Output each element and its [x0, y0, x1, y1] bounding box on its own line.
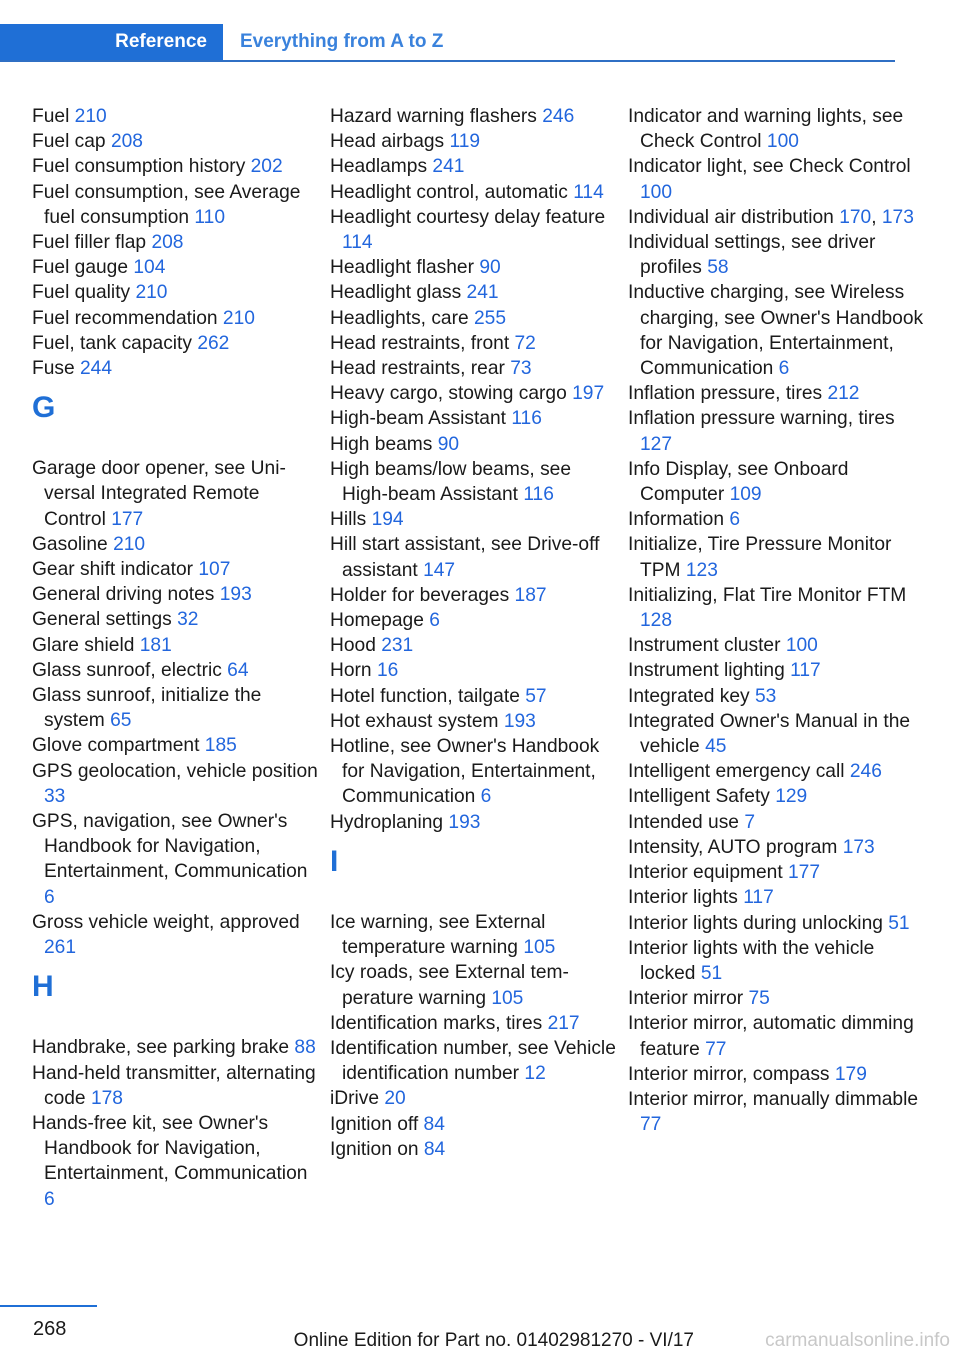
index-entry — [628, 583, 928, 633]
index-entry — [628, 381, 928, 406]
watermark: carmanualsonline.info — [765, 1330, 950, 1351]
index-term: High-beam Assistant — [330, 408, 506, 430]
index-entry — [330, 331, 620, 356]
index-entry — [32, 733, 322, 758]
index-term: Interior mirror, compass — [628, 1063, 830, 1085]
index-term: Headlights, care — [330, 307, 469, 329]
page-link[interactable]: 7 — [744, 811, 755, 833]
index-entry — [330, 532, 620, 582]
page-link[interactable]: 110 — [194, 206, 225, 228]
index-letter-heading: G — [32, 391, 56, 425]
page-link[interactable]: 77 — [640, 1114, 662, 1136]
page-link[interactable]: 6 — [480, 786, 492, 808]
index-term: Identification marks, tires — [330, 1012, 543, 1034]
index-entry — [330, 734, 620, 810]
index-column-3 — [628, 104, 928, 1137]
index-entry — [330, 684, 620, 709]
index-entry — [32, 154, 322, 179]
header-bar — [0, 24, 895, 62]
index-entry — [330, 306, 620, 331]
page-link[interactable]: 105 — [523, 937, 556, 959]
index-term: Glass sunroof, initialize the system — [32, 685, 262, 732]
index-term: Initializing, Flat Tire Monitor FTM — [628, 584, 907, 606]
index-entry — [628, 532, 928, 582]
index-entry — [330, 432, 620, 457]
index-term: Ignition off — [330, 1113, 419, 1135]
index-term: Intelligent Safety — [628, 786, 770, 808]
index-term: Head restraints, front — [330, 332, 510, 354]
index-entry — [330, 709, 620, 734]
index-entry — [330, 507, 620, 532]
index-term: Gross vehicle weight, approved — [32, 911, 300, 933]
page-link[interactable]: 177 — [788, 862, 821, 884]
index-term: Head restraints, rear — [330, 358, 505, 380]
page-link[interactable]: 212 — [827, 383, 860, 405]
index-term: Indicator and warning lights, see Check Control — [628, 106, 904, 153]
page-link[interactable]: 210 — [222, 307, 255, 329]
index-term: Hills — [330, 509, 367, 531]
page-link[interactable]: 51 — [700, 962, 723, 984]
index-entry — [32, 356, 322, 381]
index-term: iDrive — [330, 1088, 380, 1110]
page-link[interactable]: 194 — [371, 509, 404, 531]
page-link[interactable]: 6 — [44, 886, 55, 908]
page-link[interactable]: 105 — [491, 987, 524, 1009]
index-entry — [330, 406, 620, 431]
index-term: Handbrake, see parking brake — [32, 1037, 290, 1059]
index-entry — [32, 607, 322, 632]
index-entry — [628, 986, 928, 1011]
page-link[interactable]: 75 — [748, 988, 770, 1010]
index-entry — [32, 306, 322, 331]
index-entry — [330, 1011, 620, 1036]
index-entry — [32, 180, 322, 230]
index-entry — [32, 910, 322, 960]
index-term: Hotline, see Owner's Handbook for Navigation, Entertainment, Communication — [330, 736, 600, 808]
index-term: Information — [628, 509, 724, 531]
index-entry — [628, 230, 928, 280]
index-entry — [330, 583, 620, 608]
page-link[interactable]: 119 — [449, 131, 481, 153]
index-entry — [330, 129, 620, 154]
page-link[interactable]: 170 — [839, 206, 872, 228]
page-link[interactable]: 147 — [423, 559, 456, 581]
index-entry — [32, 104, 322, 129]
index-term: Hand-held transmitter, alternating code — [32, 1062, 316, 1109]
index-term: Ice warning, see External temperature warning — [330, 911, 546, 959]
page-link[interactable]: 114 — [573, 181, 604, 203]
index-entry — [628, 1087, 928, 1137]
page-link[interactable]: 128 — [640, 610, 673, 632]
index-term: Hands-free kit, see Owner's Handbook for Navigation, Entertainment, Communication — [32, 1112, 308, 1185]
page-link[interactable]: 53 — [754, 685, 777, 707]
page-link[interactable]: 104 — [133, 257, 166, 279]
index-entry — [628, 154, 928, 204]
page-link[interactable]: 187 — [514, 584, 547, 606]
index-term: Inflation pressure warning, tires — [628, 408, 895, 430]
index-entry — [330, 810, 620, 835]
page-number: 268 — [33, 1318, 67, 1340]
index-term: Fuel consumption, see Average fuel consumption — [32, 181, 301, 228]
index-entry — [628, 885, 928, 910]
index-entry — [628, 507, 928, 532]
index-entry — [32, 759, 322, 809]
index-term: General driving notes — [32, 584, 215, 606]
index-term: Glare shield — [32, 634, 135, 656]
index-entry — [330, 180, 620, 205]
index-entry — [628, 1062, 928, 1087]
index-term: Integrated key — [628, 685, 750, 707]
index-entry — [330, 910, 620, 960]
index-term: Ignition on — [330, 1138, 419, 1160]
page-link[interactable]: 208 — [110, 131, 143, 153]
index-term: Instrument cluster — [628, 635, 781, 657]
index-term: Gasoline — [32, 533, 108, 555]
page-link[interactable]: 90 — [479, 257, 501, 279]
page-link[interactable]: 6 — [778, 358, 790, 380]
index-term: Heavy cargo, stowing cargo — [330, 383, 567, 405]
page-link[interactable]: 241 — [432, 156, 465, 178]
page-link[interactable]: 127 — [640, 433, 673, 455]
index-term: Gear shift indicator — [32, 559, 194, 581]
index-entry — [32, 255, 322, 280]
index-entry — [330, 1036, 620, 1086]
index-term: Inflation pressure, tires — [628, 383, 823, 405]
index-term: Interior equipment — [628, 862, 783, 884]
index-entry — [330, 658, 620, 683]
page-link[interactable]: 116 — [511, 408, 542, 430]
page-link[interactable]: 51 — [888, 912, 910, 934]
index-entry — [628, 280, 928, 381]
page-link[interactable]: 179 — [834, 1063, 867, 1085]
page-link[interactable]: 12 — [524, 1063, 546, 1085]
edition-note: Online Edition for Part no. 01402981270 - VI/17 — [293, 1330, 694, 1351]
page-link[interactable]: 72 — [514, 332, 536, 354]
page-link[interactable]: 123 — [685, 559, 718, 581]
page-link[interactable]: 88 — [294, 1037, 316, 1059]
index-entry — [628, 835, 928, 860]
index-term: Headlight glass — [330, 282, 462, 304]
index-term: General settings — [32, 609, 172, 631]
page-link[interactable]: 58 — [707, 257, 729, 279]
tab-reference[interactable]: Reference — [0, 24, 223, 60]
index-entry — [330, 154, 620, 179]
index-entry — [330, 608, 620, 633]
page-link[interactable]: 202 — [250, 156, 283, 178]
page-link[interactable]: 231 — [381, 635, 414, 657]
page-link[interactable]: 6 — [729, 509, 740, 531]
index-entry — [32, 280, 322, 305]
index-term: Glass sunroof, electric — [32, 659, 222, 681]
page-link[interactable]: 84 — [423, 1113, 445, 1135]
index-entry — [330, 356, 620, 381]
index-entry — [330, 457, 620, 507]
page-link[interactable]: 246 — [849, 761, 882, 783]
page-link[interactable]: 114 — [342, 232, 373, 254]
page-link[interactable]: 73 — [510, 358, 532, 380]
index-term: Fuel gauge — [32, 257, 129, 279]
index-term: Fuel recommendation — [32, 307, 218, 329]
index-term: Instrument lighting — [628, 660, 785, 682]
index-term: Hood — [330, 635, 376, 657]
index-entry — [32, 456, 322, 532]
page-link[interactable]: 193 — [219, 584, 252, 606]
page-link[interactable]: 217 — [547, 1012, 580, 1034]
page-link[interactable]: 210 — [113, 533, 146, 555]
index-entry — [330, 104, 620, 129]
index-term: Indicator light, see Check Control — [628, 156, 911, 178]
index-entry — [628, 911, 928, 936]
page-link[interactable]: 241 — [466, 282, 499, 304]
index-term: Homepage — [330, 610, 424, 632]
page-link[interactable]: 173 — [842, 836, 875, 858]
index-entry — [330, 381, 620, 406]
index-term: Initialize, Tire Pressure Monitor TPM — [628, 534, 892, 581]
index-term: Horn — [330, 660, 372, 682]
page-link[interactable]: 116 — [523, 484, 554, 506]
index-term: Intended use — [628, 811, 739, 833]
page-link[interactable]: 84 — [423, 1138, 446, 1160]
index-entry — [628, 759, 928, 784]
index-entry — [32, 230, 322, 255]
index-entry — [32, 1035, 322, 1060]
index-entry — [330, 280, 620, 305]
index-entry — [628, 810, 928, 835]
page-link[interactable]: 193 — [448, 811, 481, 833]
page-link[interactable]: 57 — [525, 685, 547, 707]
index-column-1 — [32, 104, 322, 1212]
index-entry — [330, 1112, 620, 1137]
index-term: Intelligent emergency call — [628, 761, 845, 783]
index-entry — [32, 683, 322, 733]
index-entry — [628, 104, 928, 154]
index-term: GPS, navigation, see Owner's Handbook for Navigation, Entertainment, Communication — [32, 811, 308, 883]
page-link[interactable]: 173 — [881, 206, 914, 228]
index-entry — [32, 1111, 322, 1212]
index-letter-heading: H — [32, 970, 54, 1004]
index-entry — [32, 532, 322, 557]
page-link[interactable]: 33 — [44, 785, 66, 807]
index-entry — [32, 809, 322, 910]
page-link[interactable]: 246 — [542, 106, 575, 127]
index-term: Fuel, tank capacity — [32, 332, 192, 354]
index-entry — [628, 784, 928, 809]
index-term: High beams/low beams, see High-beam Assistant — [330, 458, 572, 506]
index-term: Headlamps — [330, 156, 428, 178]
page-link[interactable]: 100 — [640, 181, 673, 203]
index-term: Interior lights with the vehicle locked — [628, 937, 875, 984]
index-entry — [330, 960, 620, 1010]
index-term: Integrated Owner's Manual in the vehicle — [628, 710, 911, 758]
index-term: Fuel filler flap — [32, 232, 147, 254]
index-entry — [628, 860, 928, 885]
index-term: Holder for beverages — [330, 584, 510, 606]
page-link[interactable]: 261 — [44, 937, 77, 959]
page-link[interactable]: 244 — [80, 358, 113, 380]
index-entry — [628, 1011, 928, 1061]
index-entry: Individual air distribution 170, 173 — [628, 206, 914, 228]
index-term: Head airbags — [330, 131, 445, 153]
page-link[interactable]: 45 — [705, 736, 727, 758]
page-link[interactable]: 255 — [474, 307, 507, 329]
page-link[interactable]: 210 — [74, 106, 107, 127]
index-term: GPS geolocation, vehicle position — [32, 760, 318, 782]
page-link[interactable]: 6 — [429, 610, 440, 632]
index-term: Fuel consumption history — [32, 156, 246, 178]
page-link[interactable]: 181 — [139, 634, 172, 656]
index-entry — [32, 331, 322, 356]
index-term: Interior lights — [628, 887, 738, 909]
index-term: Individual settings, see driver profiles — [628, 232, 876, 279]
page-link[interactable]: 193 — [503, 710, 536, 732]
page-link[interactable]: 107 — [198, 559, 231, 581]
page-link[interactable]: 129 — [775, 786, 808, 808]
tab-everything-a-to-z[interactable]: Everything from A to Z — [240, 31, 444, 52]
index-entry — [32, 557, 322, 582]
page-link[interactable]: 100 — [766, 131, 799, 153]
index-term: Info Display, see Onboard Computer — [628, 458, 849, 506]
index-entry — [628, 709, 928, 759]
index-letter-heading: I — [330, 844, 339, 878]
page-link[interactable]: 6 — [44, 1188, 55, 1210]
index-term: Interior lights during unlocking — [628, 912, 883, 934]
page-link[interactable]: 90 — [437, 433, 460, 455]
index-entry — [330, 255, 620, 280]
index-entry — [32, 1061, 322, 1111]
index-term: Headlight flasher — [330, 257, 474, 279]
page-link[interactable]: 65 — [110, 710, 132, 732]
index-term: Inductive charging, see Wireless charging, see Owner's Handbook for Navigation, Entertainment, Communication — [628, 282, 924, 380]
page-link[interactable]: 262 — [197, 332, 230, 354]
index-entry — [32, 658, 322, 683]
page-link[interactable]: 210 — [135, 282, 168, 304]
index-term: Identification number, see Vehicle identification number — [330, 1037, 616, 1085]
page-link[interactable]: 64 — [227, 659, 249, 681]
page-link[interactable]: 117 — [743, 887, 774, 909]
index-term: Icy roads, see External temperature warning — [330, 962, 569, 1009]
index-term: High beams — [330, 433, 433, 455]
page-link[interactable]: 177 — [111, 508, 144, 530]
index-entry — [32, 582, 322, 607]
footer-rule — [0, 1305, 97, 1307]
index-term: Garage door opener, see Universal Integrated Remote Control — [32, 458, 286, 530]
index-term: Fuel cap — [32, 131, 106, 153]
page-link[interactable]: 100 — [785, 635, 818, 657]
page-link[interactable]: 208 — [151, 232, 184, 254]
page-link[interactable]: 16 — [376, 660, 399, 682]
index-term: Headlight courtesy delay feature — [330, 206, 606, 228]
index-entry — [330, 1137, 620, 1162]
index-entry — [330, 205, 620, 255]
index-entry — [628, 936, 928, 986]
index-entry — [628, 684, 928, 709]
index-entry — [628, 658, 928, 683]
page-link[interactable]: 185 — [204, 735, 237, 757]
index-term: Hazard warning flashers — [330, 106, 537, 127]
index-term: Glove compartment — [32, 735, 200, 757]
page-link[interactable]: 77 — [705, 1038, 727, 1060]
index-term: Hotel function, tailgate — [330, 685, 520, 707]
index-entry — [628, 457, 928, 507]
index-term: Fuel quality — [32, 282, 131, 304]
index-term: Interior mirror, automatic dimming feature — [628, 1013, 914, 1060]
index-term: Hill start assistant, see Drive-off assistant — [330, 534, 600, 581]
index-term: Interior mirror — [628, 988, 744, 1010]
page-link[interactable]: 197 — [572, 383, 605, 405]
index-entry — [330, 1086, 620, 1111]
index-entry — [32, 633, 322, 658]
index-term: Intensity, AUTO program — [628, 836, 838, 858]
page-link[interactable]: 32 — [177, 609, 199, 631]
index-entry — [628, 406, 928, 456]
page-link[interactable]: 20 — [384, 1088, 406, 1110]
page-link[interactable]: 109 — [729, 484, 762, 506]
index-term: Fuel — [32, 106, 70, 127]
page-link[interactable]: 117 — [790, 660, 821, 682]
index-entry — [330, 633, 620, 658]
index-column-2 — [330, 104, 620, 1162]
index-term: Fuse — [32, 358, 75, 380]
index-entry — [32, 129, 322, 154]
index-term: Headlight control, automatic — [330, 181, 568, 203]
index-term: Individual air distribution — [628, 206, 834, 228]
index-entry — [628, 633, 928, 658]
page-link[interactable]: 178 — [90, 1087, 123, 1109]
index-term: Interior mirror, manually dimmable — [628, 1088, 919, 1110]
index-term: Hot exhaust system — [330, 710, 499, 732]
index-term: Hydroplaning — [330, 811, 444, 833]
